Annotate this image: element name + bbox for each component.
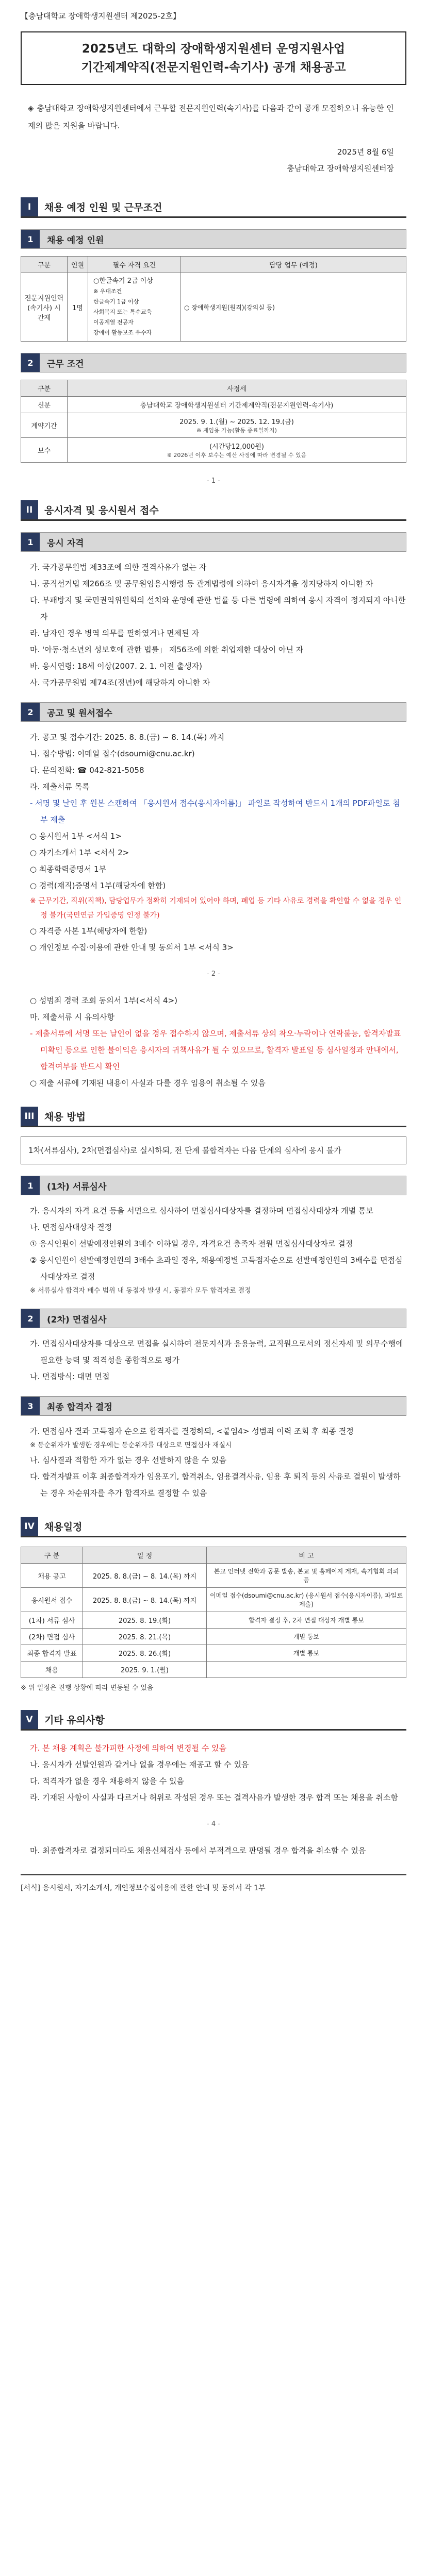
table-row (21, 273, 406, 342)
subsection-work-conditions (21, 353, 406, 372)
section-number: II (21, 500, 38, 519)
table-cell: 2025. 9. 1.(월) (83, 1662, 207, 1678)
list-item: 다. 합격자발표 이후 최종합격자가 임용포기, 합격취소, 임용결격사유, 임용 후 퇴직 등의 사유로 결원이 발생하는 경우 차순위자를 추가 합격자로 결정할 수 있음 (30, 1472, 401, 1498)
conditions-table-wrap (21, 380, 406, 463)
contact-phone: 다. 문의전화: ☎ 042-821-5058 (30, 766, 144, 775)
schedule-table-wrap (21, 1547, 406, 1694)
announcement-date: 2025년 8월 6일 (337, 147, 394, 157)
table-cell: 최종 합격자 발표 (21, 1645, 83, 1662)
subsection-number: 2 (21, 353, 40, 372)
diamond-icon: ◈ (28, 104, 34, 113)
section-number: V (21, 1710, 38, 1729)
table-cell: 2025. 8. 8.(금) ~ 8. 14.(목) 까지 (83, 1564, 207, 1588)
list-item: 이공계열 전공자 (93, 319, 134, 326)
list-item: 마. '아동·청소년의 성보호에 관한 법률」 제56조에 의한 취업제한 대상이 아닌 자 (30, 645, 304, 654)
intro-paragraph (21, 99, 406, 134)
schedule-note: ※ 위 일정은 진행 상황에 따라 변동될 수 있음 (21, 1684, 154, 1692)
subsection-final-decision (21, 1396, 406, 1416)
page-number: - 2 - (207, 970, 220, 978)
table-cell: 합격자 결정 후, 2차 면접 대상자 개별 통보 (207, 1612, 406, 1629)
table-cell: 개별 통보 (207, 1645, 406, 1662)
subsection-qualifications (21, 532, 406, 552)
attachments-footer: [서식] 응시원서, 자기소개서, 개인정보수집이용에 관한 안내 및 동의서 각 1부 (21, 1874, 406, 1895)
table-row (21, 438, 406, 463)
list-item: ○ 응시원서 1부 <서식 1> (30, 832, 122, 841)
list-item: 가. 본 채용 계획은 불가피한 사정에 의하여 변경될 수 있음 (30, 1743, 226, 1753)
table-cell: (1차) 서류 심사 (21, 1612, 83, 1629)
subsection-recruit-count (21, 229, 406, 249)
table-row (21, 1564, 406, 1588)
section-1-header (21, 197, 406, 218)
table-row (21, 1612, 406, 1629)
list-item: 가. 국가공무원법 제33조에 의한 결격사유가 없는 자 (30, 563, 207, 572)
section-title: 채용일정 (44, 1521, 83, 1533)
table-row (21, 1629, 406, 1645)
table-header: 일 정 (83, 1547, 207, 1564)
list-item: ○ 성범죄 경력 조회 동의서 1부(<서식 4>) (30, 996, 177, 1005)
intro-text: 충남대학교 장애학생지원센터에서 근무할 전문지원인력(속기사)를 다음과 같이 공개 모집하오니 유능한 인재의 많은 지원을 바랍니다. (28, 104, 394, 130)
subsection-title: 응시 자격 (47, 538, 84, 549)
application-period: 가. 공고 및 접수기간: 2025. 8. 8.(금) ~ 8. 14.(목) 까지 (30, 733, 225, 742)
list-item: ○ 개인정보 수집·이용에 관한 안내 및 동의서 1부 <서식 3> (30, 943, 234, 952)
list-item: ○ 자기소개서 1부 <서식 2> (30, 848, 129, 857)
list-item: 바. 응시연령: 18세 이상(2007. 2. 1. 이전 출생자) (30, 662, 202, 671)
list-item: 사. 국가공무원법 제74조(정년)에 해당하지 아니한 자 (30, 678, 210, 687)
interview-items (21, 1335, 406, 1385)
section-5-header (21, 1710, 406, 1731)
table-cell (68, 413, 406, 438)
table-header: 구분 (21, 380, 68, 397)
title-line-2: 기간제계약직(전문지원인력-속기사) 공개 채용공고 (81, 61, 346, 74)
table-row (21, 1662, 406, 1678)
list-item: 장애이 활동보조 우수자 (93, 329, 152, 336)
section-title: 채용 방법 (44, 1111, 86, 1123)
table-cell: 2025. 8. 19.(화) (83, 1612, 207, 1629)
table-cell: 전문지원인력(속기사) 시간제 (21, 273, 68, 342)
table-header: 구 분 (21, 1547, 83, 1564)
subsection-number: 1 (21, 533, 40, 551)
page-number: - 1 - (207, 477, 220, 485)
list-item: 가. 면접심사 결과 고득점자 순으로 합격자를 결정하되, <붙임4> 성범죄 이력 조회 후 최종 결정 (30, 1427, 354, 1436)
table-cell: 2025. 8. 26.(화) (83, 1645, 207, 1662)
section-title: 기타 유의사항 (44, 1715, 105, 1726)
table-cell: 보수 (21, 438, 68, 463)
list-item: 가. 응시자의 자격 요건 등을 서면으로 심사하여 면접심사대상자를 결정하며 면접심사대상자 개별 통보 (30, 1206, 373, 1215)
list-item: ○ 최종학력증명서 1부 (30, 865, 107, 874)
list-item: 다. 적격자가 없을 경우 채용하지 않을 수 있음 (30, 1776, 184, 1786)
table-header: 사정세 (68, 380, 406, 397)
table-row (21, 397, 406, 413)
table-cell: 개별 통보 (207, 1629, 406, 1645)
table-header: 인원 (68, 257, 88, 273)
qualification-list (91, 276, 177, 338)
list-item: 라. 남자인 경우 병역 의무를 필하였거나 면제된 자 (30, 629, 199, 638)
section-number: III (21, 1107, 38, 1126)
application-items-cont (21, 992, 406, 1091)
subsection-application (21, 702, 406, 722)
table-cell: 채용 (21, 1662, 83, 1678)
cell-note: ※ 재임용 가능(활동 종료일까지) (196, 427, 277, 434)
list-item: 마. 최종합격자로 결정되더라도 채용신체검사 등에서 부적격으로 판명될 경우 합격을 취소할 수 있음 (30, 1846, 366, 1855)
qualification-cell (88, 273, 181, 342)
document-number: 【충남대학교 장애학생지원센터 제2025-2호】 (21, 11, 181, 21)
table-cell: 본교 인터넷 전학과 공문 발송, 본교 및 홈페이지 게재, 속기협회 의뢰 등 (207, 1564, 406, 1588)
table-cell: 신분 (21, 397, 68, 413)
list-item: ※ 서류심사 합격자 배수 범위 내 동점자 발생 시, 동점자 모두 합격자로 결정 (30, 1287, 251, 1295)
subsection-number: 2 (21, 703, 40, 721)
section-number: I (21, 197, 38, 216)
document-review-items (21, 1202, 406, 1297)
page-number: - 4 - (207, 1820, 220, 1828)
cell-note: ※ 2026년 이후 보수는 예산 사정에 따라 변경될 수 있음 (167, 452, 307, 459)
table-header: 비 고 (207, 1547, 406, 1564)
qualification-items (21, 559, 406, 691)
title-box (21, 31, 406, 85)
list-item: 사회복지 또는 특수교육 (93, 309, 152, 315)
subsection-title: 공고 및 원서접수 (47, 708, 112, 719)
subsection-number: 3 (21, 1397, 40, 1415)
list-item: ○ 경력(재직)증명서 1부(해당자에 한함) (30, 881, 166, 890)
subsection-interview (21, 1309, 406, 1328)
table-row (21, 1645, 406, 1662)
notice-items (21, 1740, 406, 1806)
table-cell: 응시원서 접수 (21, 1588, 83, 1612)
organization-name: 충남대학교 장애학생지원센터장 (287, 164, 394, 173)
section-title: 응시자격 및 응시원서 접수 (44, 505, 159, 516)
list-item: 나. 응시자가 선발인원과 같거나 없을 경우에는 재공고 할 수 있음 (30, 1760, 249, 1769)
table-cell: 2025. 8. 21.(목) (83, 1629, 207, 1645)
list-item: 나. 면접방식: 대면 면접 (30, 1372, 110, 1381)
documents-title: 라. 제출서류 목록 (30, 782, 90, 791)
application-items (21, 729, 406, 956)
table-header-row (21, 257, 406, 273)
notice-items-cont (21, 1842, 406, 1859)
cell-value: 2025. 9. 1.(월) ~ 2025. 12. 19.(금) (179, 418, 294, 426)
list-item: 한글속기 1급 이상 (93, 298, 139, 305)
table-row (21, 1588, 406, 1612)
table-cell (207, 1662, 406, 1678)
table-cell: 충남대학교 장애학생지원센터 기간제계약직(전문지원인력-속기사) (68, 397, 406, 413)
list-item: ※ 우대조건 (93, 288, 122, 295)
table-header-row (21, 380, 406, 397)
table-cell: 채용 공고 (21, 1564, 83, 1588)
table-row (21, 413, 406, 438)
schedule-table (21, 1547, 406, 1678)
list-item: ○한글속기 2급 이상 (93, 277, 153, 285)
list-item: ※ 동순위자가 발생한 경우에는 동순위자를 대상으로 면접심사 재실시 (30, 1442, 232, 1449)
subsection-number: 1 (21, 230, 40, 248)
section-title: 채용 예정 인원 및 근무조건 (44, 202, 162, 213)
subsection-title: 채용 예정 인원 (47, 235, 104, 246)
table-header-row (21, 1547, 406, 1564)
list-item: ※ 근무기간, 직위(직책), 담당업무가 정확히 기재되어 있어야 하며, 폐업 등 기타 사유로 경력을 확인할 수 없을 경우 인정 불가(국민연금 가입증명 인정 불가) (30, 897, 402, 920)
section-4-header (21, 1517, 406, 1537)
table-header: 구분 (21, 257, 68, 273)
table-header: 담당 업무 (예정) (181, 257, 406, 273)
subsection-document-review (21, 1176, 406, 1195)
list-item: 가. 면접심사대상자를 대상으로 면접을 실시하여 전문지식과 응용능력, 교직원으로서의 정신자세 및 의무수행에 필요한 능력 및 적격성을 종합적으로 평가 (30, 1339, 403, 1365)
list-item: 마. 제출서류 시 유의사항 (30, 1012, 114, 1022)
table-cell: (2차) 면접 심사 (21, 1629, 83, 1645)
subsection-number: 1 (21, 1176, 40, 1195)
subsection-title: (2차) 면접심사 (47, 1314, 107, 1325)
list-item: ② 응시인원이 선발예정인원의 3배수 초과일 경우, 채용예정별 고득점자순으로 선발예정인원의 3배수를 면접심사대상자로 결정 (30, 1256, 403, 1281)
table-cell: 2025. 8. 8.(금) ~ 8. 14.(목) 까지 (83, 1588, 207, 1612)
cell-value: (시간당12,000원) (209, 443, 264, 451)
documents-note: - 서명 및 날인 후 원본 스캔하여 「응시원서 접수(응시자이름)」 파일로 작성하여 반드시 1개의 PDF파일로 첨부 제출 (30, 799, 400, 824)
list-item: ① 응시인원이 선발예정인원의 3배수 이하일 경우, 자격요건 충족자 전원 면접심사대상자로 결정 (30, 1239, 353, 1248)
conditions-table (21, 380, 406, 463)
title-line-1: 2025년도 대학의 장애학생지원센터 운영지원사업 (81, 42, 346, 56)
list-item: 나. 면접심사대상자 결정 (30, 1223, 112, 1232)
list-item: 다. 부패방지 및 국민권익위원회의 설치와 운영에 관한 법률 등 다른 법령에 의하여 응시 자격이 정지되지 아니한 자 (30, 596, 406, 621)
list-item: 라. 기재된 사항이 사실과 다르거나 허위로 작성된 경우 또는 결격사유가 발생한 경우 합격 또는 채용을 취소함 (30, 1793, 398, 1802)
section-3-header (21, 1107, 406, 1127)
table-header: 필수 자격 요건 (88, 257, 181, 273)
table-cell: ○ 장애학생지원(원격)(강의실 등) (181, 273, 406, 342)
section-number: IV (21, 1517, 38, 1536)
table-cell: 1명 (68, 273, 88, 342)
subsection-title: (1차) 서류심사 (47, 1181, 107, 1192)
table-cell: 이메일 접수(dsoumi@cnu.ac.kr) (응시원서 접수(응시자이름), 파일로 제출) (207, 1588, 406, 1612)
list-item: - 제출서류에 서명 또는 날인이 없을 경우 접수하지 않으며, 제출서류 상의 착오·누락이나 연락불능, 합격자발표 미확인 등으로 인한 불이익은 응시자의 귀책사유가 될 수 있으므로, 합격자 발표일 등 심사일정과 안내에서, 합격여부를 반드시 확인 (30, 1029, 401, 1071)
final-decision-items (21, 1423, 406, 1501)
subsection-title: 근무 조건 (47, 359, 84, 369)
section-2-header (21, 500, 406, 521)
table-cell: 계약기간 (21, 413, 68, 438)
subsection-title: 최종 합격자 결정 (47, 1402, 112, 1413)
application-email[interactable]: 나. 접수방법: 이메일 접수(dsoumi@cnu.ac.kr) (30, 749, 195, 758)
recruit-table (21, 256, 406, 342)
list-item: ○ 제출 서류에 기재된 내용이 사실과 다를 경우 임용이 취소될 수 있음 (30, 1078, 266, 1088)
subsection-number: 2 (21, 1309, 40, 1328)
recruit-table-wrap (21, 256, 406, 342)
table-cell (68, 438, 406, 463)
list-item: 나. 공직선거법 제266조 및 공무원임용시행령 등 관계법령에 의하여 응시자격을 정지당하지 아니한 자 (30, 579, 373, 588)
list-item: 나. 심사결과 적합한 자가 없는 경우 선발하지 않을 수 있음 (30, 1455, 226, 1465)
method-summary-box: 1차(서류심사), 2차(면접심사)로 실시하되, 전 단계 불합격자는 다음 단계의 심사에 응시 불가 (21, 1137, 406, 1164)
list-item: ○ 자격증 사본 1부(해당자에 한함) (30, 926, 147, 936)
